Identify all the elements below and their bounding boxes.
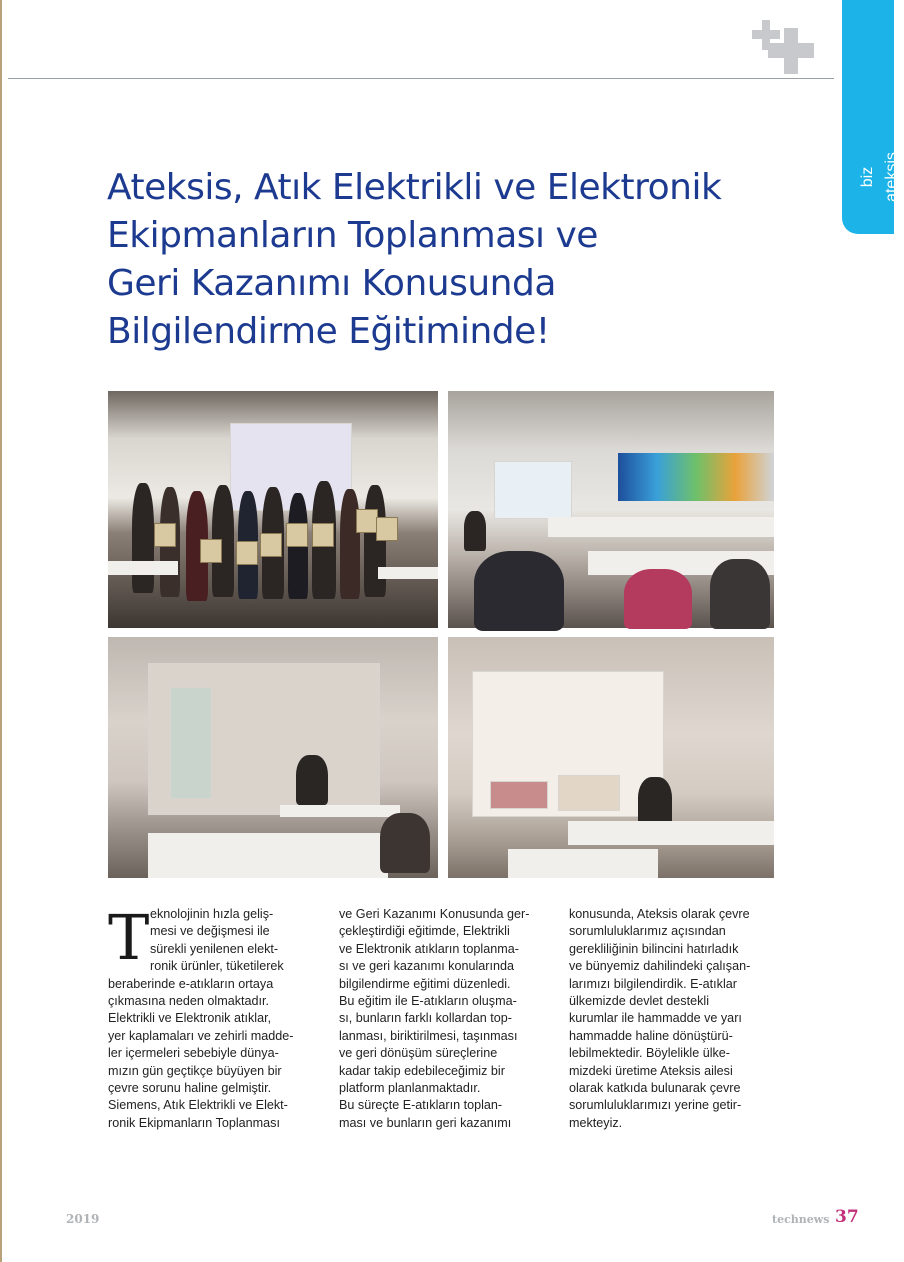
text-line: çıkmasına neden olmaktadır.	[108, 994, 270, 1009]
photo-presentation-right	[448, 637, 774, 878]
text-line: sı, bunların farklı kollardan top-	[339, 1011, 512, 1026]
title-line: Bilgilendirme Eğitiminde!	[107, 311, 550, 352]
text-line: ronik ürünler, tüketilerek	[150, 959, 284, 974]
text-line: Bu eğitim ile E-atıkların oluşma-	[339, 994, 517, 1009]
text-line: mızın gün geçtikçe büyüyen bir	[108, 1063, 282, 1078]
text-line: eknolojinin hızla geliş-	[150, 907, 274, 921]
plus-decoration-icon	[752, 20, 816, 76]
text-line: lanması, biriktirilmesi, taşınması	[339, 1028, 518, 1043]
text-line: kurumlar ile hammadde ve yarı	[569, 1011, 742, 1026]
text-line: olarak katkıda bulunarak çevre	[569, 1081, 741, 1096]
header-rule	[8, 78, 834, 79]
text-line: ve Elektronik atıkların toplanma-	[339, 941, 519, 956]
text-line: ması ve bunların geri kazanımı	[339, 1115, 512, 1130]
text-line: lebilmektedir. Böylelikle ülke-	[569, 1046, 730, 1061]
text-line: ronik Ekipmanların Toplanması	[108, 1115, 280, 1130]
text-line: platform planlanmaktadır.	[339, 1081, 481, 1096]
text-line: hammadde haline dönüştürü-	[569, 1028, 733, 1043]
text-line: mesi ve değişmesi ile	[150, 924, 270, 939]
text-line: ler içermeleri sebebiyle dünya-	[108, 1046, 279, 1061]
photo-group-certificates	[108, 391, 438, 628]
text-line: sorumluluklarımızı yerine getir-	[569, 1098, 742, 1113]
text-line: ve Geri Kazanımı Konusunda ger-	[339, 907, 530, 921]
title-line: Ekipmanların Toplanması ve	[107, 215, 598, 256]
left-margin-rule	[0, 0, 2, 1262]
text-line: ve bünyemiz dahilindeki çalışan-	[569, 959, 751, 974]
text-line: mekteyiz.	[569, 1115, 623, 1130]
section-tab-label: biz ateksis	[859, 152, 900, 202]
text-line: ülkemizde devlet destekli	[569, 994, 710, 1009]
text-line: sı ve geri kazanımı konularında	[339, 959, 515, 974]
title-line: Geri Kazanımı Konusunda	[107, 263, 556, 304]
text-line: sürekli yenilenen elekt-	[150, 941, 279, 956]
text-line: konusunda, Ateksis olarak çevre	[569, 907, 750, 921]
text-line: Elektrikli ve Elektronik atıklar,	[108, 1011, 272, 1026]
text-line: Siemens, Atık Elektrikli ve Elekt-	[108, 1098, 288, 1113]
text-line: kadar takip edebileceğimiz bir	[339, 1063, 505, 1078]
text-line: yer kaplamaları ve zehirli madde-	[108, 1028, 294, 1043]
article-column-2	[339, 906, 549, 1132]
text-line: çevre sorunu haline gelmiştir.	[108, 1081, 272, 1096]
text-line: larımızı bilgilendirdik. E-atıklar	[569, 976, 737, 991]
article-column-1	[108, 901, 318, 1132]
text-line: bilgilendirme eğitimi düzenledi.	[339, 976, 511, 991]
footer-brand: technews	[772, 1213, 830, 1226]
text-line: beraberinde e-atıkların ortaya	[108, 976, 274, 991]
text-line: sorumluluklarımız açısından	[569, 924, 726, 939]
article-column-3	[569, 906, 779, 1132]
text-line: çekleştirdiği eğitimde, Elektrikli	[339, 924, 510, 939]
text-line: ve geri dönüşüm süreçlerine	[339, 1046, 498, 1061]
article-title	[107, 164, 827, 356]
page-number: 37	[835, 1207, 859, 1227]
footer-year: 2019	[66, 1212, 100, 1226]
title-line: Ateksis, Atık Elektrikli ve Elektronik	[107, 167, 722, 208]
photo-presentation-left	[108, 637, 438, 878]
text-line: mizdeki üretime Ateksis ailesi	[569, 1063, 733, 1078]
drop-cap: T	[108, 901, 150, 974]
photo-training-room	[448, 391, 774, 628]
text-line: gerekliliğinin bilincini hatırladık	[569, 941, 739, 956]
text-line: Bu süreçte E-atıkların toplan-	[339, 1098, 503, 1113]
